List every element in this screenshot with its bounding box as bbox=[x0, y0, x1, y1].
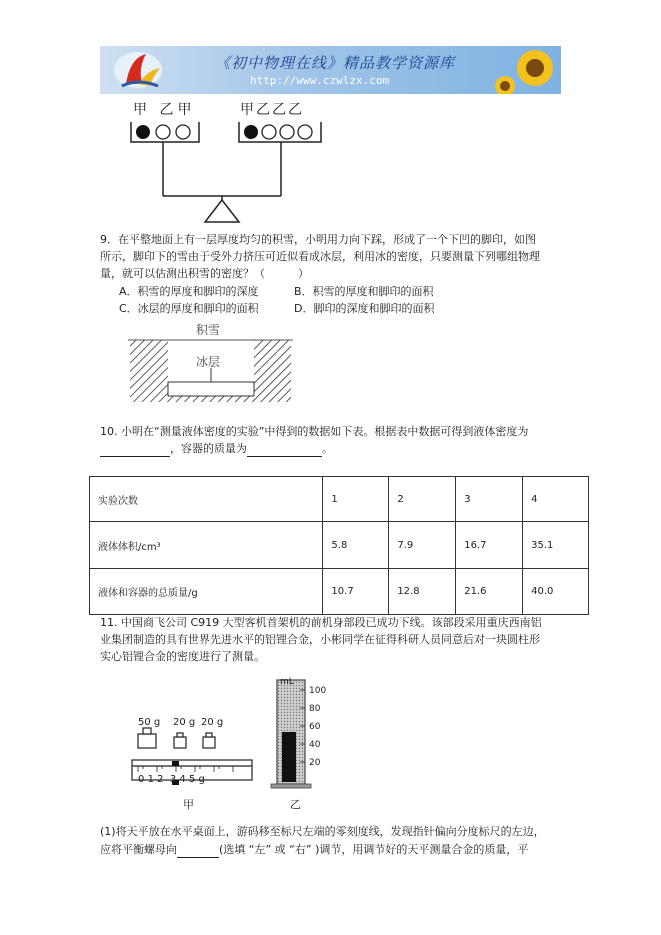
table-cell: 1 bbox=[323, 477, 389, 522]
table-cell: 实验次数 bbox=[90, 477, 323, 522]
sunflower-icon bbox=[495, 46, 561, 94]
table-cell: 液体体积/cm³ bbox=[90, 522, 323, 569]
label-jia: 甲 bbox=[177, 102, 196, 118]
table-cell: 10.7 bbox=[323, 569, 389, 615]
table-cell: 21.6 bbox=[456, 569, 523, 615]
label-yi: 乙 bbox=[256, 102, 272, 118]
weights-ruler-figure bbox=[128, 708, 258, 816]
cylinder-drawing bbox=[268, 672, 348, 812]
table-cell: 12.8 bbox=[389, 569, 456, 615]
table-cell: 液体和容器的总质量/g bbox=[90, 569, 323, 615]
q9-line1: 9．在平整地面上有一层厚度均匀的积雪，小明用力向下踩，形成了一个下凹的脚印，如图 bbox=[100, 233, 536, 246]
q11-sub1-line2: 应将平衡螺母向 (选填 “左” 或 “右” )调节，用调节好的天平测量合金的质量，平 bbox=[100, 843, 529, 856]
cylinder-tick: 40 bbox=[309, 740, 321, 750]
q11-line1: 11. 中国商飞公司 C919 大型客机首架机的前机身部段已成功下线。该部段采用重庆西南铝 bbox=[100, 616, 542, 629]
logo-icon bbox=[108, 48, 168, 92]
table-row bbox=[90, 569, 589, 615]
label-yi: 乙 bbox=[159, 102, 178, 118]
cylinder-unit: mL bbox=[280, 677, 294, 687]
table-row bbox=[90, 522, 589, 569]
label-ice: 冰层 bbox=[196, 355, 221, 369]
snow-figure bbox=[128, 322, 293, 404]
header-url: http://www.czwlzx.com bbox=[250, 74, 390, 87]
q9-line3: 量，就可以估测出积雪的密度？（ ） bbox=[100, 267, 309, 280]
q11-line3: 实心铝锂合金的密度进行了测量。 bbox=[100, 650, 265, 663]
label-yi: 乙 bbox=[272, 102, 288, 118]
label-yi-fig: 乙 bbox=[290, 798, 301, 811]
cylinder-tick: 20 bbox=[309, 758, 321, 768]
table-cell: 4 bbox=[523, 477, 589, 522]
q9-line2: 所示，脚印下的雪由于受外力挤压可近似看成冰层，利用冰的密度，只要测量下列哪组物理 bbox=[100, 250, 540, 263]
label-jia: 甲 bbox=[133, 102, 151, 118]
table-cell: 35.1 bbox=[523, 522, 589, 569]
table-row bbox=[90, 477, 589, 522]
table-cell: 7.9 bbox=[389, 522, 456, 569]
table-cell: 3 bbox=[456, 477, 523, 522]
balance-figure bbox=[125, 100, 335, 225]
q10-line2: ，容器的质量为 。 bbox=[100, 440, 333, 457]
weight-label: 20 g bbox=[201, 717, 224, 728]
label-yi: 乙 bbox=[288, 102, 304, 118]
label-jia-fig: 甲 bbox=[183, 798, 194, 811]
weight-label: 20 g bbox=[173, 717, 196, 728]
q11-line2: 业集团制造的具有世界先进水平的铝锂合金，小彬同学在征得科研人员同意后对一块圆柱形 bbox=[100, 633, 540, 646]
cylinder-tick: 60 bbox=[309, 722, 321, 732]
weight-label: 50 g bbox=[138, 717, 161, 728]
label-snow: 积雪 bbox=[196, 323, 221, 337]
answer-blank-mass[interactable] bbox=[247, 456, 322, 457]
ruler-ticks: 0 1 2 3 4 5 g bbox=[138, 774, 205, 785]
table-cell: 2 bbox=[389, 477, 456, 522]
header-banner bbox=[100, 46, 561, 94]
table-cell: 16.7 bbox=[456, 522, 523, 569]
answer-blank-direction[interactable] bbox=[177, 857, 219, 858]
answer-blank-density[interactable] bbox=[100, 456, 170, 457]
cylinder-tick: 80 bbox=[309, 704, 321, 714]
q9-option-d: D．脚印的深度和脚印的面积 bbox=[294, 302, 435, 315]
data-table bbox=[89, 476, 589, 615]
header-title: 《初中物理在线》精品教学资源库 bbox=[215, 54, 456, 72]
label-jia: 甲 bbox=[240, 102, 256, 118]
q10-line1: 10. 小明在“测量液体密度的实验”中得到的数据如下表。根据表中数据可得到液体密度为 bbox=[100, 425, 529, 438]
balance-drawing bbox=[125, 100, 335, 225]
cylinder-figure bbox=[268, 672, 348, 812]
table-cell: 5.8 bbox=[323, 522, 389, 569]
q9-option-c: C．冰层的厚度和脚印的面积 bbox=[119, 302, 259, 315]
cylinder-tick: 100 bbox=[309, 686, 327, 696]
table-cell: 40.0 bbox=[523, 569, 589, 615]
q11-sub1-line1: (1)将天平放在水平桌面上，游码移至标尺左端的零刻度线，发现指针偏向分度标尺的左边， bbox=[100, 825, 545, 838]
q9-option-b: B．积雪的厚度和脚印的面积 bbox=[294, 285, 434, 298]
q9-option-a: A．积雪的厚度和脚印的深度 bbox=[119, 285, 259, 298]
